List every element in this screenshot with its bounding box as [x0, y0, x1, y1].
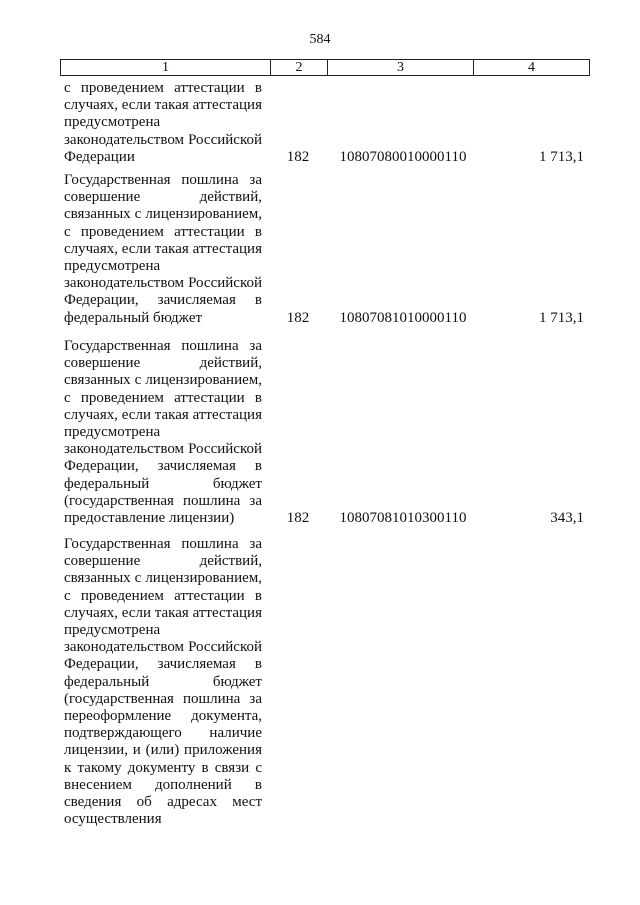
description-line: с проведением аттестации в [64, 587, 262, 604]
description-line: Федерации, зачисляемая в [64, 656, 262, 673]
description-line: случаях, если такая аттестация [64, 97, 262, 114]
amount: 1 713,1 [539, 309, 584, 326]
description-line: Федерации [64, 148, 135, 165]
row-description [64, 536, 262, 828]
description-line: связанных с лицензированием, [64, 570, 262, 587]
admin-code: 182 [286, 510, 310, 526]
description-line: совершение действий, [64, 189, 262, 206]
row-description [64, 80, 262, 166]
description-line: предусмотрена [64, 424, 161, 441]
amount: 1 713,1 [539, 148, 584, 165]
admin-code: 182 [286, 309, 310, 326]
description-line: внесением дополнений в [64, 776, 262, 793]
page-number: 584 [309, 32, 331, 47]
description-line: с проведением аттестации в [64, 80, 262, 96]
description-line: сведения об адресах мест [64, 794, 262, 811]
description-line: Государственная пошлина за [64, 536, 262, 552]
description-line: предусмотрена [64, 114, 161, 131]
budget-classification-code: 10807081010000110 [339, 309, 467, 326]
description-line: подтверждающего наличие [64, 725, 262, 742]
description-line: федеральный бюджет [64, 475, 262, 492]
header-cell-2: 2 [270, 59, 328, 76]
header-cell-4: 4 [473, 59, 590, 76]
description-line: связанных с лицензированием, [64, 372, 262, 389]
description-line: предоставление лицензии) [64, 510, 235, 527]
description-line: законодательством Российской [64, 275, 262, 292]
amount: 343,1 [550, 510, 584, 526]
description-line: (государственная пошлина за [64, 492, 262, 509]
header-cell-1: 1 [60, 59, 271, 76]
description-line: к такому документу в связи с [64, 759, 262, 776]
description-line: законодательством Российской [64, 131, 262, 148]
description-line: предусмотрена [64, 622, 161, 639]
description-line: случаях, если такая аттестация [64, 604, 262, 621]
description-line: законодательством Российской [64, 441, 262, 458]
row-description [64, 172, 262, 327]
admin-code: 182 [286, 148, 310, 165]
description-line: законодательством Российской [64, 639, 262, 656]
description-line: случаях, если такая аттестация [64, 240, 262, 257]
budget-classification-code: 10807081010300110 [339, 510, 467, 526]
description-line: Федерации, зачисляемая в [64, 292, 262, 309]
budget-classification-code: 10807080010000110 [339, 148, 467, 165]
description-line: с проведением аттестации в [64, 223, 262, 240]
description-line: Государственная пошлина за [64, 338, 262, 354]
description-line: совершение действий, [64, 355, 262, 372]
description-line: совершение действий, [64, 553, 262, 570]
header-cell-3: 3 [327, 59, 474, 76]
description-line: с проведением аттестации в [64, 389, 262, 406]
description-line: (государственная пошлина за [64, 690, 262, 707]
description-line: лицензии, и (или) приложения [64, 742, 262, 759]
description-line: федеральный бюджет [64, 673, 262, 690]
description-line: предусмотрена [64, 258, 161, 275]
description-line: Федерации, зачисляемая в [64, 458, 262, 475]
description-line: случаях, если такая аттестация [64, 406, 262, 423]
description-line: переоформление документа, [64, 708, 262, 725]
description-line: осуществления [64, 811, 162, 828]
description-line: связанных с лицензированием, [64, 206, 262, 223]
row-description [64, 338, 262, 527]
description-line: Государственная пошлина за [64, 172, 262, 188]
description-line: федеральный бюджет [64, 309, 203, 326]
